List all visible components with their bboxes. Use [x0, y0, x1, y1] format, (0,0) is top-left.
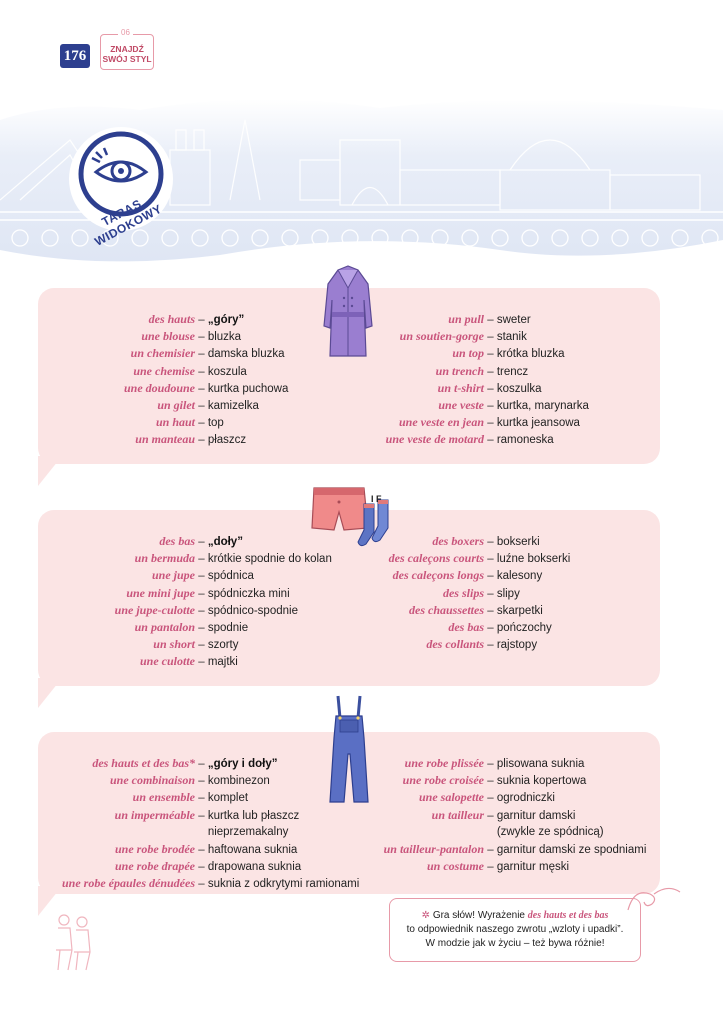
polish-term: kurtka lub płaszcz [207, 809, 300, 822]
french-term: un gilet [157, 397, 195, 412]
vocab-row: un pull – sweter [370, 311, 589, 328]
french-term: des boxers [432, 534, 484, 548]
french-term: un costume [426, 859, 484, 874]
polish-term: suknia z odkrytymi ramionami [207, 878, 360, 891]
vocab-row: un ensemble – komplet [40, 789, 359, 806]
french-term: une robe drapée [115, 859, 195, 874]
polish-term: spódnico-spodnie [207, 604, 298, 617]
french-term: des hauts et des bas* [92, 756, 195, 770]
french-term: une veste de motard [385, 432, 484, 447]
french-term: une robe plissée [404, 756, 484, 770]
polish-term: „doły” [207, 536, 243, 548]
star-icon: ✲ [421, 910, 431, 921]
polish-term: suknia kopertowa [496, 775, 587, 788]
french-term: des bas [159, 534, 195, 548]
polish-term: kurtka, marynarka [496, 399, 589, 412]
polish-term: szorty [207, 639, 239, 652]
french-term: un tailleur [431, 807, 484, 822]
french-term: des slips [442, 585, 484, 600]
polish-term: damska bluzka [207, 348, 285, 361]
tops-right-column [370, 311, 589, 449]
polish-term: spódnica [207, 570, 254, 583]
polish-term: stanik [496, 331, 527, 344]
vocab-row: un t-shirt – koszulka [370, 380, 589, 397]
french-term: un haut [155, 415, 195, 430]
french-term: une culotte [139, 654, 195, 669]
french-term: une salopette [419, 790, 484, 805]
vocab-row: un manteau – płaszcz [40, 431, 288, 448]
outfits-right-column [370, 755, 646, 875]
french-term: un pull [448, 312, 484, 326]
polish-term: luźne bokserki [496, 553, 571, 566]
vocab-row: une mini jupe – spódniczka mini [40, 585, 332, 602]
vocab-row: une chemise – koszula [40, 363, 288, 380]
french-term: une doudoune [123, 380, 195, 395]
outfits-left-column [40, 755, 359, 893]
french-term: une blouse [141, 329, 195, 344]
vocab-row: un top – krótka bluzka [370, 345, 589, 362]
couple-icon [46, 912, 100, 972]
panel-tail [38, 456, 78, 496]
polish-term: bokserki [496, 536, 540, 548]
french-term: une robe épaules dénudées [62, 876, 195, 891]
vocab-row: un haut – top [40, 414, 288, 431]
vocab-row: un tailleur – garnitur damski [370, 807, 646, 824]
french-term: un soutien-gorge [399, 329, 484, 344]
polish-term: top [207, 417, 224, 430]
polish-term: kamizelka [207, 399, 259, 412]
french-term: un pantalon [134, 619, 195, 634]
vocab-row: un trench – trencz [370, 363, 589, 380]
french-term: une veste en jean [399, 415, 484, 430]
vocab-row: une combinaison – kombinezon [40, 772, 359, 789]
vocab-row: une robe croisée – suknia kopertowa [370, 772, 646, 789]
french-term: une robe brodée [115, 841, 195, 856]
vocab-row: des caleçons courts – luźne bokserki [370, 550, 570, 567]
french-term: une robe croisée [402, 773, 484, 788]
trench-coat-icon [320, 264, 376, 364]
polish-term: koszulka [496, 382, 542, 395]
vocab-row-continuation [40, 824, 359, 841]
vocab-row: des hauts et des bas* – „góry i doły” [40, 755, 359, 772]
polish-term: „góry” [207, 314, 245, 326]
french-term: un manteau [135, 432, 195, 447]
wordplay-note [389, 898, 641, 962]
vocab-row: une doudoune – kurtka puchowa [40, 380, 288, 397]
chapter-tag [100, 28, 154, 70]
note-line1 [396, 909, 634, 923]
french-term: un short [153, 637, 195, 652]
polish-term: trencz [496, 365, 529, 378]
note-text: Gra słów! Wyrażenie [432, 910, 525, 921]
french-term: un trench [435, 363, 484, 378]
vocab-row: une culotte – majtki [40, 653, 332, 670]
polish-term: rajstopy [496, 639, 538, 652]
vocab-row: des chaussettes – skarpetki [370, 602, 570, 619]
note-emphasis: des hauts et des bas [527, 910, 609, 921]
vocab-row: une blouse – bluzka [40, 328, 288, 345]
vocab-row: une salopette – ogrodniczki [370, 789, 646, 806]
chapter-title-line2: SWÓJ STYL [102, 54, 152, 64]
vocab-row: des hauts – „góry” [40, 311, 288, 328]
french-term: un tailleur-pantalon [383, 841, 484, 856]
polish-term: koszula [207, 365, 247, 378]
vocab-row: une veste en jean – kurtka jeansowa [370, 414, 589, 431]
french-term: une chemise [133, 363, 195, 378]
french-term: une mini jupe [126, 585, 195, 600]
bottoms-left-column [40, 533, 332, 671]
vocab-row: des caleçons longs – kalesony [370, 567, 570, 584]
tops-left-column [40, 311, 288, 449]
polish-term: haftowana suknia [207, 843, 298, 856]
vocab-row: un imperméable – kurtka lub płaszcz [40, 807, 359, 824]
french-term: une veste [438, 397, 484, 412]
vocab-row: un costume – garnitur męski [370, 858, 646, 875]
chapter-title-line1: ZNAJDŹ [110, 44, 144, 54]
vocab-row: un pantalon – spodnie [40, 619, 332, 636]
french-term: une jupe [151, 568, 195, 583]
vocab-row: un short – szorty [40, 636, 332, 653]
polish-term: kalesony [496, 570, 543, 583]
vocab-row: des collants – rajstopy [370, 636, 570, 653]
panel-tail [38, 678, 78, 718]
polish-term: ogrodniczki [496, 792, 555, 805]
vocab-row: une robe plissée – plisowana suknia [370, 755, 646, 772]
polish-term: majtki [207, 656, 238, 669]
swirl-icon [624, 880, 684, 920]
polish-term: krótkie spodnie do kolan [207, 553, 332, 566]
polish-term: skarpetki [496, 604, 543, 617]
polish-term: nieprzemakalny [207, 825, 289, 838]
vocab-row: un soutien-gorge – stanik [370, 328, 589, 345]
vocab-row: des boxers – bokserki [370, 533, 570, 550]
french-term: un bermuda [134, 551, 195, 566]
french-term: des caleçons longs [392, 568, 484, 583]
french-term: des caleçons courts [388, 551, 484, 566]
vocab-row: une robe épaules dénudées – suknia z odkrytymi ramionami [40, 875, 359, 892]
polish-term: płaszcz [207, 434, 247, 447]
french-term: des chaussettes [409, 602, 484, 617]
polish-term: garnitur damski ze spodniami [496, 843, 647, 856]
vocab-row: un chemisier – damska bluzka [40, 345, 288, 362]
vocab-row: une veste de motard – ramoneska [370, 431, 589, 448]
note-line3: W modzie jak w życiu – też bywa różnie! [425, 938, 605, 949]
french-term: des hauts [148, 312, 195, 326]
polish-term: kurtka puchowa [207, 382, 289, 395]
polish-term: drapowana suknia [207, 861, 302, 874]
polish-term: „góry i doły” [207, 758, 278, 770]
french-term: une combinaison [109, 773, 195, 788]
vocab-row: des bas – „doły” [40, 533, 332, 550]
note-line2: to odpowiednik naszego zwrotu „wzloty i upadki”. [406, 924, 624, 935]
polish-term: krótka bluzka [496, 348, 565, 361]
polish-term: plisowana suknia [496, 758, 585, 770]
vocab-row: une jupe – spódnica [40, 567, 332, 584]
french-term: une jupe-culotte [114, 602, 195, 617]
polish-term: bluzka [207, 331, 242, 344]
french-term: un t-shirt [437, 380, 484, 395]
polish-term: komplet [207, 792, 249, 805]
vocab-row: une robe brodée – haftowana suknia [40, 841, 359, 858]
vocab-row: un gilet – kamizelka [40, 397, 288, 414]
chapter-number: 06 [118, 28, 133, 38]
bottoms-right-column [370, 533, 570, 653]
vocab-row-continuation [370, 824, 646, 841]
polish-term: sweter [496, 314, 531, 326]
page-number: 176 [60, 44, 90, 68]
vocab-row: une jupe-culotte – spódnico-spodnie [40, 602, 332, 619]
polish-term: slipy [496, 587, 520, 600]
vocab-row: des slips – slipy [370, 585, 570, 602]
polish-term: kombinezon [207, 775, 270, 788]
socks-label: I F [371, 494, 382, 504]
french-term: un imperméable [114, 807, 195, 822]
french-term: un ensemble [132, 790, 195, 805]
vocab-row: une robe drapée – drapowana suknia [40, 858, 359, 875]
overalls-icon [326, 694, 372, 806]
polish-term: garnitur damski [496, 809, 576, 822]
polish-term: kurtka jeansowa [496, 417, 580, 430]
polish-term: pończochy [496, 621, 552, 634]
polish-term: spodnie [207, 621, 249, 634]
polish-term: spódniczka mini [207, 587, 290, 600]
polish-term: (zwykle ze spódnicą) [496, 825, 604, 838]
french-term: des bas [448, 619, 484, 634]
polish-term: ramoneska [496, 434, 554, 447]
vocab-row: un tailleur-pantalon – garnitur damski ze spodniami [370, 841, 646, 858]
vocab-row: un bermuda – krótkie spodnie do kolan [40, 550, 332, 567]
vocab-row: des bas – pończochy [370, 619, 570, 636]
french-term: un chemisier [130, 346, 195, 361]
badge-text: TARAS WIDOKOWY [92, 196, 165, 249]
vocab-row: une veste – kurtka, marynarka [370, 397, 589, 414]
polish-term: garnitur męski [496, 861, 570, 874]
french-term: un top [452, 346, 484, 361]
french-term: des collants [426, 637, 484, 652]
